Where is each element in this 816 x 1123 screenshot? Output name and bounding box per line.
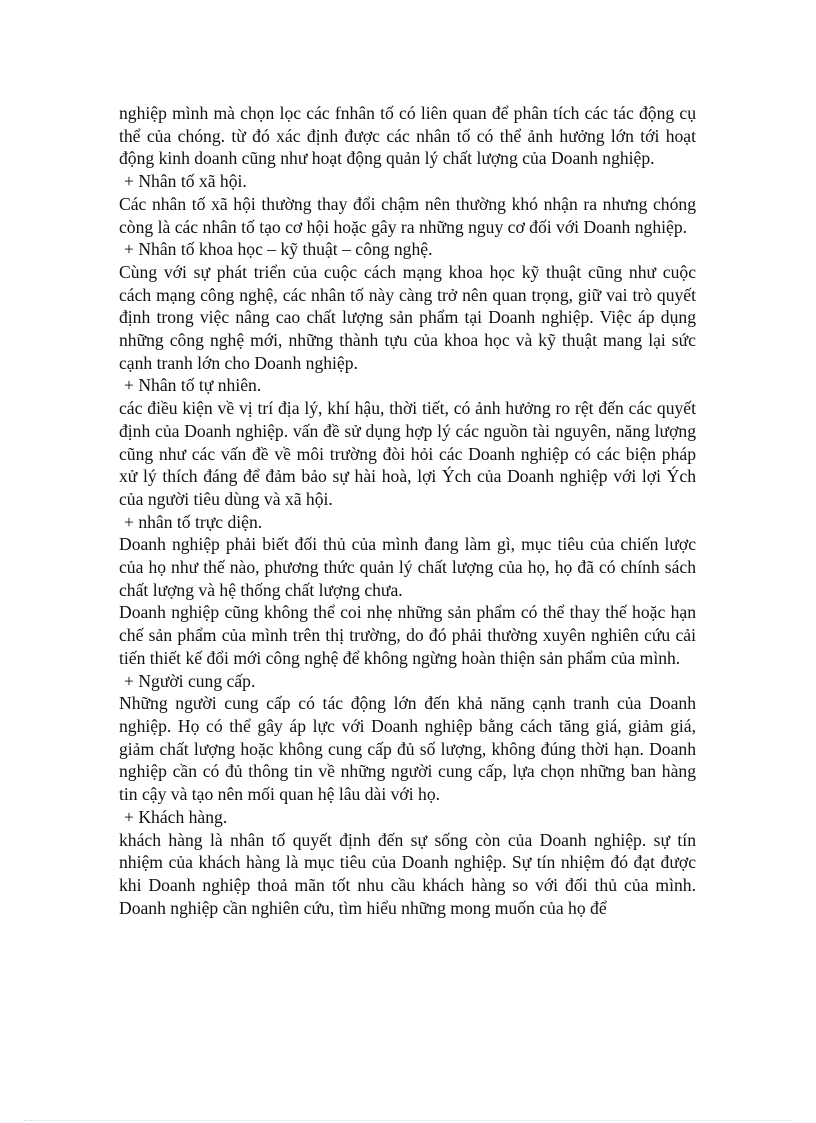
heading-science-technology: + Nhân tố khoa học – kỹ thuật – công nghệ. [124,239,433,260]
paragraph-customers: khách hàng là nhân tố quyết định đến sự sống còn của Doanh nghiệp. sự tín nhiệm của khách hàng là mục tiêu của Doanh nghiệp. Sự tín nhiệm đó đạt được khi Doanh nghiệp thoả mãn tốt nhu cầu khách hàng so với đối thủ của mình. Doanh nghiệp cần nghiên cứu, tìm hiểu những mong muốn của họ để [119,829,696,918]
paragraph-natural-factors: các điều kiện về vị trí địa lý, khí hậu, thời tiết, có ảnh hưởng ro rệt đến các quyết định của Doanh nghiệp. vấn đề sử dụng hợp lý các nguồn tài nguyên, năng lượng cũng như các vấn đề về môi trường đòi hỏi các Doanh nghiệp có các biện pháp xử lý thích đáng để đảm bảo sự hài hoà, lợi Ých của Doanh nghiệp với lợi Ých của người tiêu dùng và xã hội. [119,398,696,509]
heading-social-factors: + Nhân tố xã hội. [124,171,247,192]
paragraph-social-factors: Các nhân tố xã hội thường thay đổi chậm nên thường khó nhận ra nhưng chóng còng là các nhân tố tạo cơ hội hoặc gây ra những nguy cơ đối với Doanh nghiệp. [119,193,696,237]
heading-direct-factors: + nhân tố trực diện. [124,511,263,532]
document-body [119,102,696,919]
heading-natural-factors: + Nhân tố tự nhiên. [124,375,262,396]
paragraph-intro-continuation: nghiệp mình mà chọn lọc các fnhân tố có liên quan để phân tích các tác động cụ thể của chóng. từ đó xác định được các nhân tố có thể ảnh hưởng lớn tới hoạt động kinh doanh cũng như hoạt động quản lý chất lượng của Doanh nghiệp. [119,103,696,169]
paragraph-science-technology: Cùng với sự phát triển của cuộc cách mạng khoa học kỹ thuật cũng như cuộc cách mạng công nghệ, các nhân tố này càng trở nên quan trọng, giữ vai trò quyết định trong việc nâng cao chất lượng sản phẩm tại Doanh nghiệp. Việc áp dụng những công nghệ mới, những thành tựu của khoa học và kỹ thuật mang lại sức cạnh tranh lớn cho Doanh nghiệp. [119,261,696,373]
heading-suppliers: + Người cung cấp. [124,670,256,691]
heading-customers: + Khách hàng. [124,806,228,827]
paragraph-competitors: Doanh nghiệp phải biết đối thủ của mình đang làm gì, mục tiêu của chiến lược của họ như thế nào, phương thức quản lý chất lượng của họ, họ đã có chính sách chất lượng và hệ thống chất lượng chưa. [119,534,696,600]
page-bottom-divider [24,1120,792,1121]
paragraph-suppliers: Những người cung cấp có tác động lớn đến khả năng cạnh tranh của Doanh nghiệp. Họ có thể gây áp lực với Doanh nghiệp bằng cách tăng giá, giảm giá, giảm chất lượng hoặc không cung cấp đủ số lượng, không đúng thời hạn. Doanh nghiệp cần có đủ thông tin về những người cung cấp, lựa chọn những ban hàng tin cậy và tạo nên mối quan hệ lâu dài với họ. [119,693,696,805]
paragraph-substitutes: Doanh nghiệp cũng không thể coi nhẹ những sản phẩm có thể thay thế hoặc hạn chế sản phẩm của mình trên thị trường, do đó phải thường xuyên nghiên cứu cải tiến thiết kế đổi mới công nghệ để không ngừng hoàn thiện sản phẩm của mình. [119,602,696,668]
